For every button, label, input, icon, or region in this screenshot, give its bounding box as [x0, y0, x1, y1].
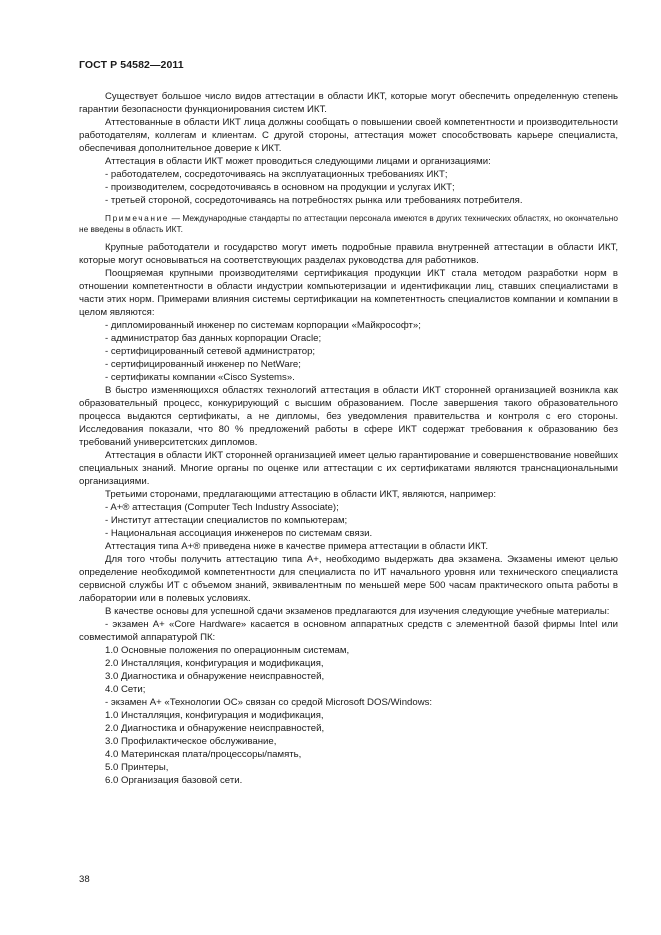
- list-item: - сертифицированный инженер по NetWare;: [105, 359, 301, 370]
- page-number: 38: [79, 874, 90, 885]
- list-item: - сертификаты компании «Cisco Systems».: [105, 372, 295, 383]
- document-body: [79, 90, 618, 787]
- list-item: - производителем, сосредоточиваясь в основном на продукции и услугах ИКТ;: [105, 182, 455, 193]
- note-label: Примечание: [105, 213, 170, 223]
- paragraph: Существует большое число видов аттестации в области ИКТ, которые могут обеспечить определенную степень гарантии безопасности функционирования систем ИКТ.: [79, 91, 618, 115]
- paragraph: Аттестация в области ИКТ сторонней организацией имеет целью гарантирование и совершенствование новейших специальных знаний. Многие органы по оценке или аттестации с их сертификатами являются транснациональными организациями.: [79, 450, 618, 487]
- paragraph: В быстро изменяющихся областях технологий аттестация в области ИКТ сторонней организацией возникла как образовательный процесс, конкурирующий с высшим образованием. После завершения такого образовательного процесса выдаются сертификаты, а не дипломы, без уведомления правительства и контроля с его стороны. Исследования показали, что 80 % предложений работы в сфере ИКТ содержат требования к образованию без требований университетских дипломов.: [79, 385, 618, 448]
- list-item: - сертифицированный сетевой администратор;: [105, 346, 316, 357]
- list-item: 6.0 Организация базовой сети.: [105, 775, 243, 786]
- paragraph: Аттестация типа A+® приведена ниже в качестве примера аттестации в области ИКТ.: [105, 541, 488, 552]
- list-item: - экзамен A+ «Технологии ОС» связан со средой Microsoft DOS/Windows:: [105, 697, 433, 708]
- note-paragraph: [79, 213, 618, 235]
- list-item: 4.0 Сети;: [105, 684, 146, 695]
- list-item: - администратор баз данных корпорации Oracle;: [105, 333, 322, 344]
- list-item: 3.0 Диагностика и обнаружение неисправностей,: [105, 671, 325, 682]
- list-item: - дипломированный инженер по системам корпорации «Майкрософт»;: [105, 320, 421, 331]
- list-item: 3.0 Профилактическое обслуживание,: [105, 736, 277, 747]
- paragraph: Третьими сторонами, предлагающими аттестацию в области ИКТ, являются, например:: [105, 489, 497, 500]
- document-header: ГОСТ Р 54582—2011: [79, 59, 184, 71]
- list-item: 2.0 Диагностика и обнаружение неисправностей,: [105, 723, 325, 734]
- list-item: 5.0 Принтеры,: [105, 762, 169, 773]
- list-item: - A+® аттестация (Computer Tech Industry Associate);: [105, 502, 339, 513]
- paragraph: Аттестованные в области ИКТ лица должны сообщать о повышении своей компетентности и производительности работодателям, коллегам и клиентам. С другой стороны, аттестация может способствовать карьере специалиста, обеспечивая дополнительное доверие к ИКТ.: [79, 117, 618, 154]
- list-item: 2.0 Инсталляция, конфигурация и модификация,: [105, 658, 324, 669]
- paragraph: Крупные работодатели и государство могут иметь подробные правила внутренней аттестации в области ИКТ, которые могут основываться на соответствующих разделах руководства для работников.: [79, 242, 618, 266]
- paragraph: Для того чтобы получить аттестацию типа A+, необходимо выдержать два экзамена. Экзамены имеют целью определение необходимой компетентности для специалиста по ИТ начального уровня или технического специалиста сервисной службы ИТ с объемом знаний, эквивалентным по меньшей мере 500 часам практического опыта работы в лаборатории или в полевых условиях.: [79, 554, 618, 604]
- paragraph: В качестве основы для успешной сдачи экзаменов предлагаются для изучения следующие учебные материалы:: [105, 606, 610, 617]
- paragraph: Поощряемая крупными производителями сертификация продукции ИКТ стала методом разработки норм в отношении компетентности в области индустрии компьютеризации и идентификации лиц, ставших специалистами в части этих норм. Примерами влияния системы сертификации на компетентность специалистов компании и компании в целом являются:: [79, 268, 618, 318]
- list-item: 1.0 Инсталляция, конфигурация и модификация,: [105, 710, 324, 721]
- list-item: 4.0 Материнская плата/процессоры/память,: [105, 749, 302, 760]
- list-item: - Национальная ассоциация инженеров по системам связи.: [105, 528, 373, 539]
- list-item: - третьей стороной, сосредоточиваясь на потребностях рынка или требованиях потребителя.: [105, 195, 523, 206]
- paragraph: Аттестация в области ИКТ может проводиться следующими лицами и организациями:: [105, 156, 491, 167]
- list-item: 1.0 Основные положения по операционным системам,: [105, 645, 350, 656]
- note-text: — Международные стандарты по аттестации персонала имеются в других технических областях, но окончательно не введены в область ИКТ.: [79, 213, 618, 234]
- list-item: - работодателем, сосредоточиваясь на эксплуатационных требованиях ИКТ;: [105, 169, 448, 180]
- paragraph: - экзамен A+ «Core Hardware» касается в основном аппаратных средств с элементной базой фирмы Intel или совместимой аппаратурой ПК:: [79, 619, 618, 643]
- list-item: - Институт аттестации специалистов по компьютерам;: [105, 515, 348, 526]
